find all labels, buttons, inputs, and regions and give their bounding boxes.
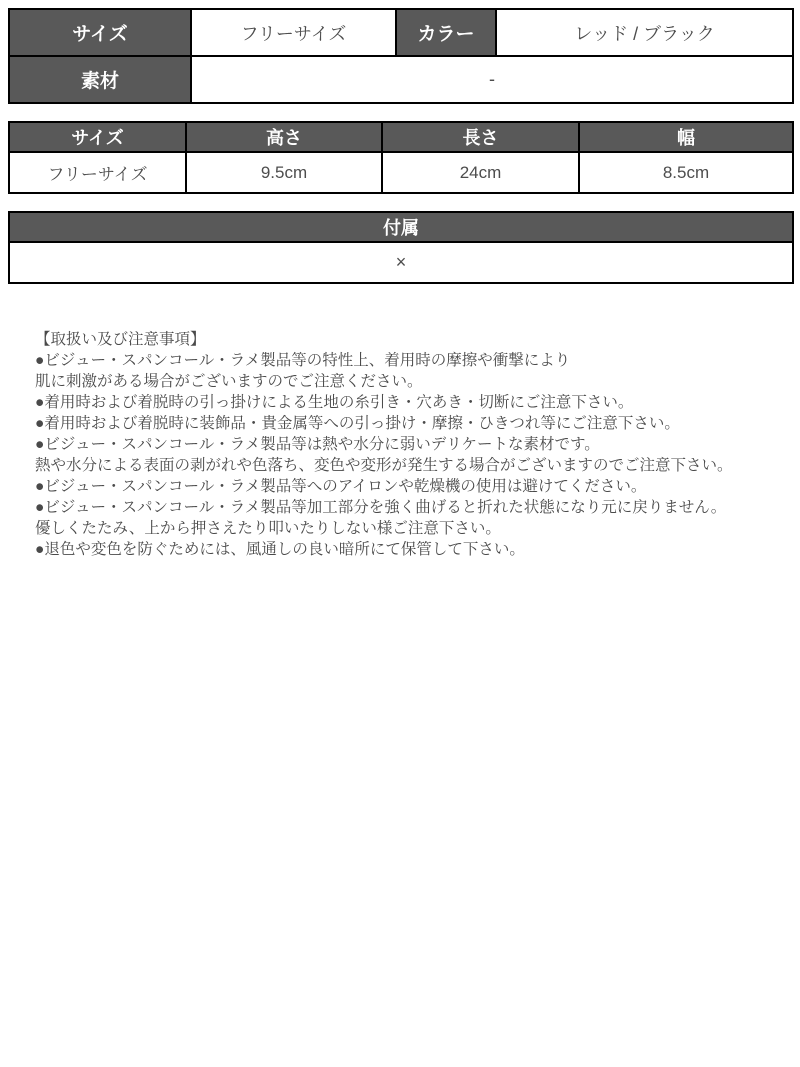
table-row xyxy=(9,9,793,56)
accessory-header-cell: 付属 xyxy=(9,212,793,242)
dim-header-length: 長さ xyxy=(382,122,579,152)
size-color-material-table xyxy=(8,8,794,104)
accessory-table xyxy=(8,211,794,284)
accessory-value-cell: × xyxy=(9,242,793,283)
note-line: 優しくたたみ、上から押さえたり叩いたりしない様ご注意下さい。 xyxy=(35,520,501,537)
note-line: ●ビジュー・スパンコール・ラメ製品等は熱や水分に弱いデリケートな素材です。 xyxy=(35,436,600,453)
dim-width-cell: 8.5cm xyxy=(579,152,793,193)
note-line: 肌に刺激がある場合がございますのでご注意ください。 xyxy=(35,373,423,390)
note-line: ●ビジュー・スパンコール・ラメ製品等の特性上、着用時の摩擦や衝撃により xyxy=(35,352,571,369)
dim-header-width: 幅 xyxy=(579,122,793,152)
handling-notes xyxy=(8,329,792,560)
material-label-cell: 素材 xyxy=(9,56,191,103)
table-row xyxy=(9,242,793,283)
note-line: 熱や水分による表面の剥がれや色落ち、変色や変形が発生する場合がございますのでご注意下さい。 xyxy=(35,457,733,474)
table-header-row xyxy=(9,212,793,242)
table-row xyxy=(9,56,793,103)
dim-length-cell: 24cm xyxy=(382,152,579,193)
dim-size-cell: フリーサイズ xyxy=(9,152,186,193)
material-value-cell: - xyxy=(191,56,793,103)
table-row xyxy=(9,152,793,193)
dim-height-cell: 9.5cm xyxy=(186,152,382,193)
dim-header-height: 高さ xyxy=(186,122,382,152)
table-header-row xyxy=(9,122,793,152)
color-label-cell: カラー xyxy=(396,9,496,56)
handling-notes-title: 【取扱い及び注意事項】 xyxy=(35,331,206,348)
size-value-cell: フリーサイズ xyxy=(191,9,396,56)
dim-header-size: サイズ xyxy=(9,122,186,152)
note-line: ●ビジュー・スパンコール・ラメ製品等へのアイロンや乾燥機の使用は避けてください。 xyxy=(35,478,647,495)
color-value-cell: レッド / ブラック xyxy=(496,9,793,56)
note-line: ●退色や変色を防ぐためには、風通しの良い暗所にて保管して下さい。 xyxy=(35,541,525,558)
note-line: ●着用時および着脱時の引っ掛けによる生地の糸引き・穴あき・切断にご注意下さい。 xyxy=(35,394,634,411)
note-line: ●ビジュー・スパンコール・ラメ製品等加工部分を強く曲げると折れた状態になり元に戻りません。 xyxy=(35,499,727,516)
note-line: ●着用時および着脱時に装飾品・貴金属等への引っ掛け・摩擦・ひきつれ等にご注意下さい。 xyxy=(35,415,680,432)
size-label-cell: サイズ xyxy=(9,9,191,56)
dimensions-table xyxy=(8,121,794,194)
